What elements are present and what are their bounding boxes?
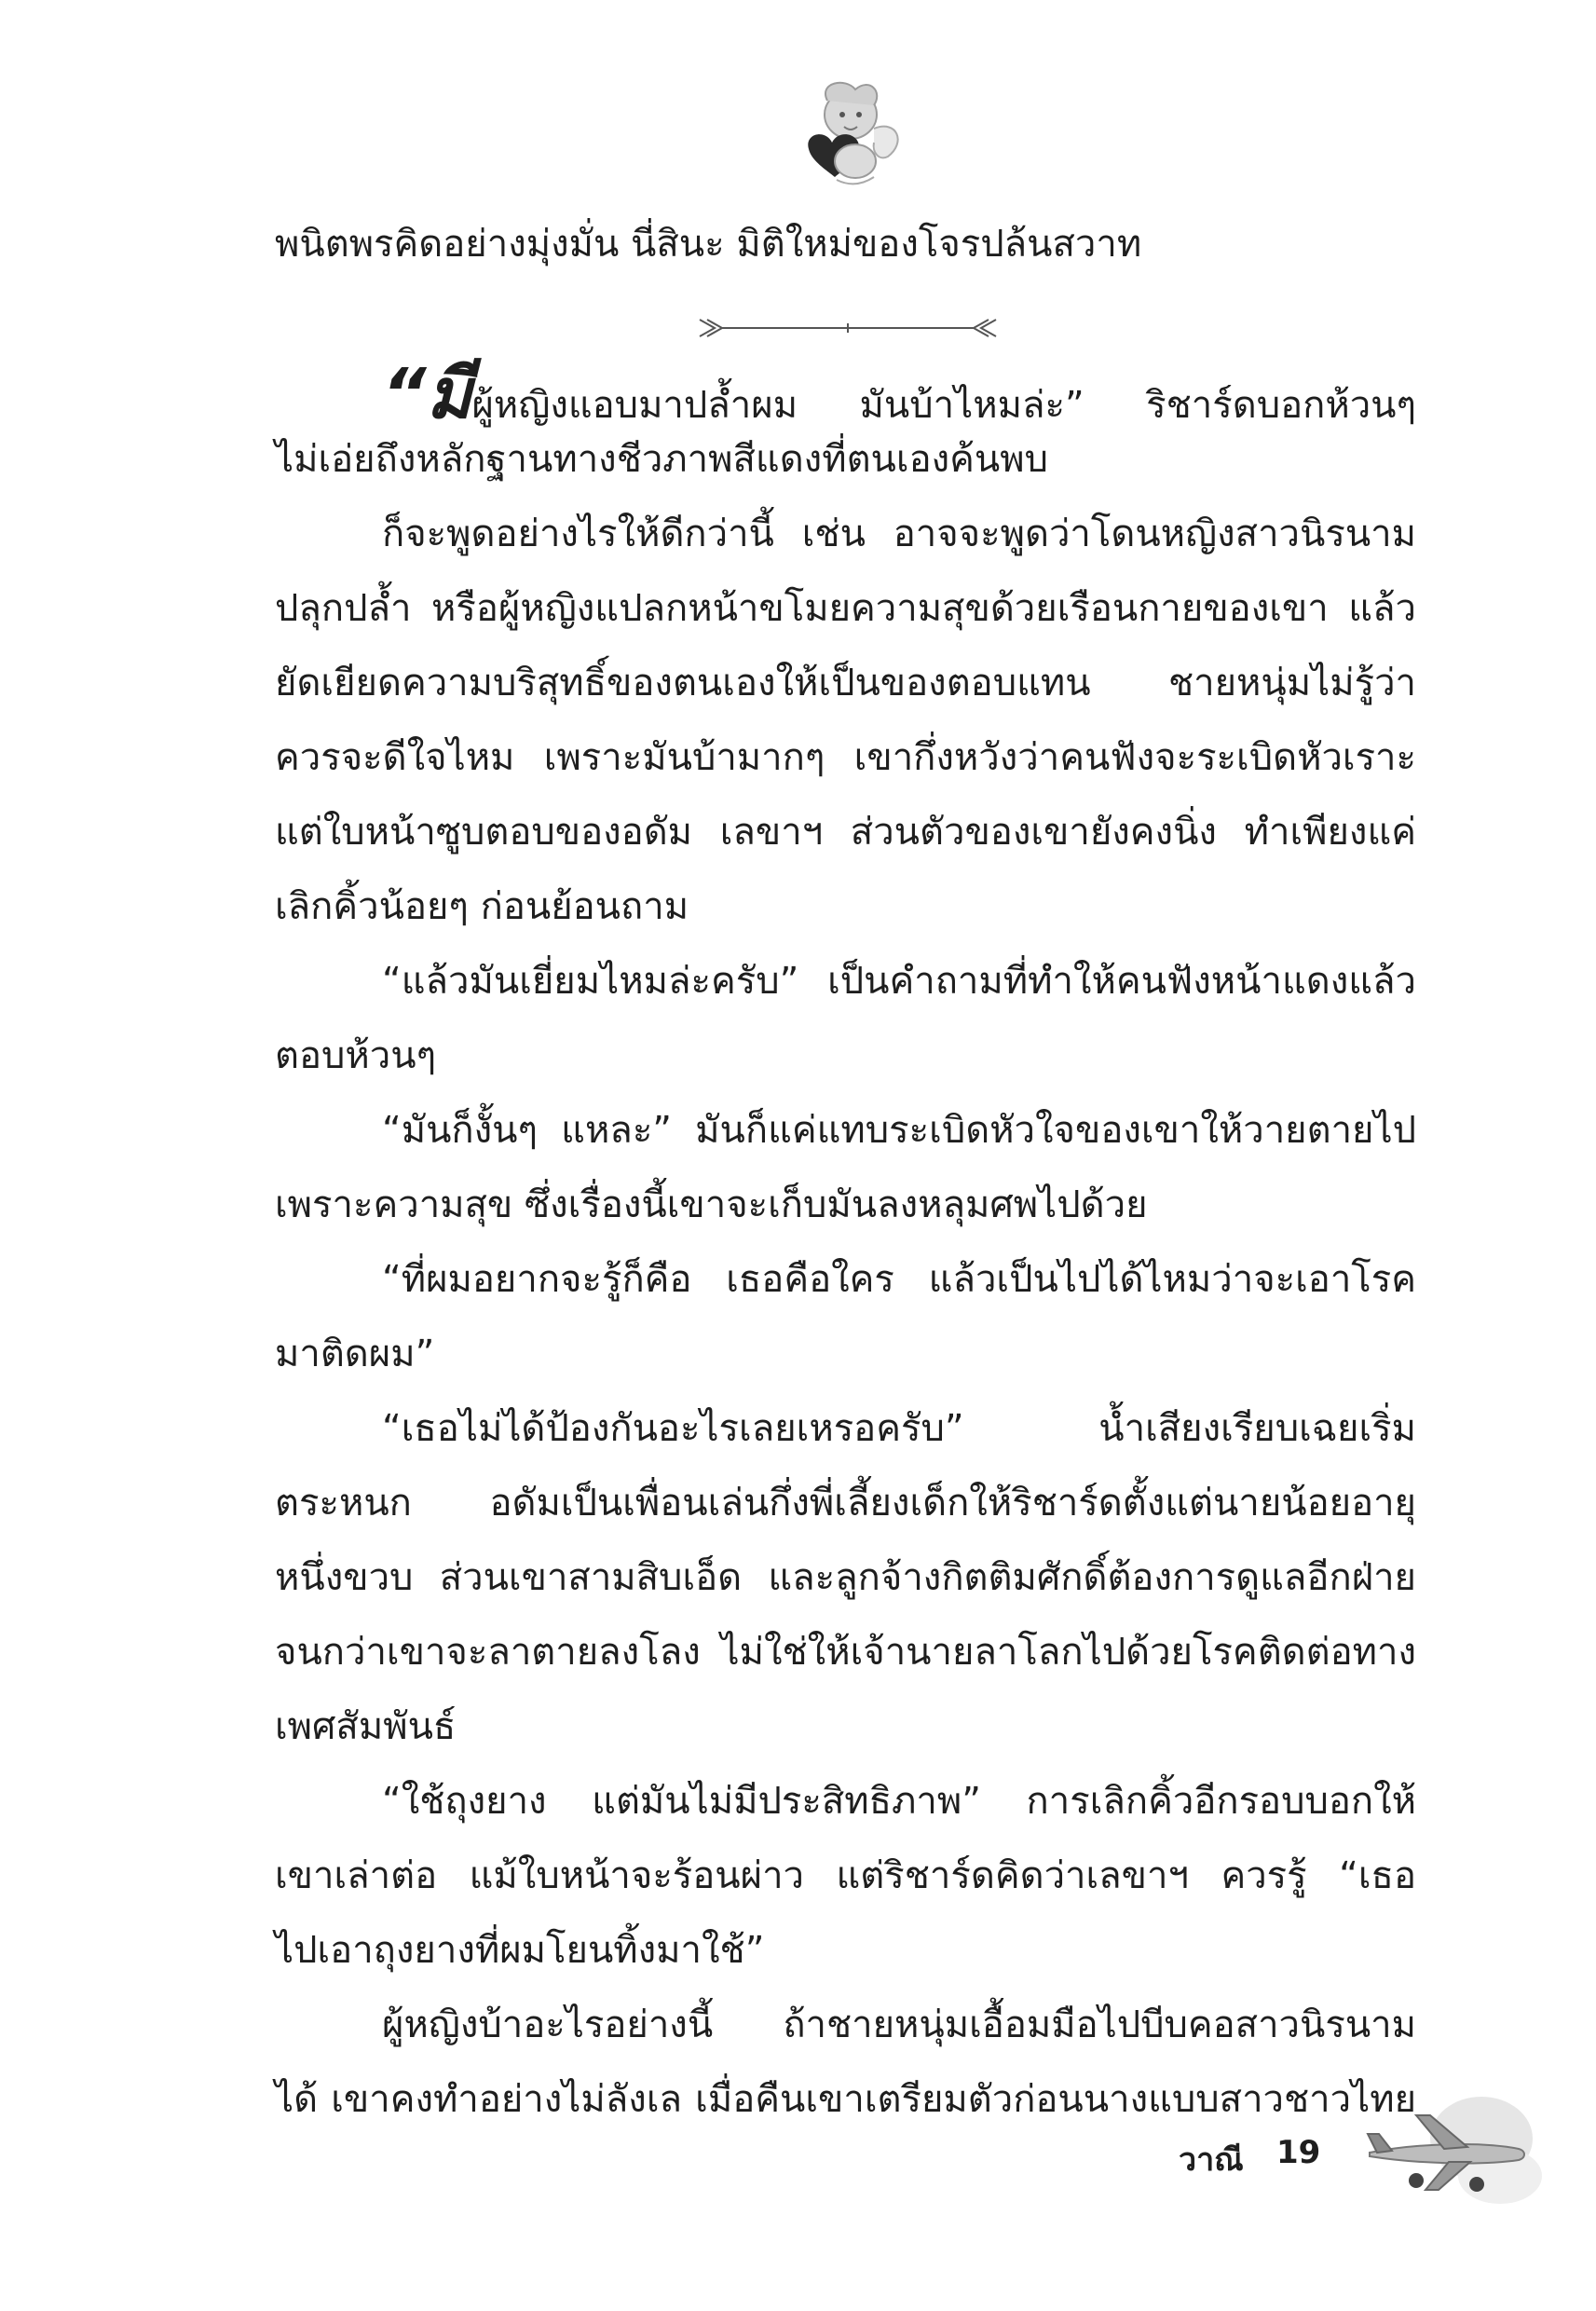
text-line: ไปเอาถุงยางที่ผมโยนทิ้งมาใช้” — [275, 1929, 765, 1972]
text-line: “แล้วมันเยี่ยมไหมล่ะครับ” เป็นคำถามที่ทำให้คนฟังหน้าแดงแล้ว — [382, 960, 1416, 1003]
opening-line — [275, 354, 1416, 434]
text-line: ตอบห้วนๆ — [275, 1034, 437, 1077]
text-line: ผู้หญิงบ้าอะไรอย่างนี้ ถ้าชายหนุ่มเอื้อมมือไปบีบคอสาวนิรนาม — [382, 2003, 1416, 2046]
page-number: 19 — [1276, 2134, 1321, 2171]
text-line: เลิกคิ้วน้อยๆ ก่อนย้อนถาม — [275, 885, 689, 928]
text-line: ปลุกปล้ำ หรือผู้หญิงแปลกหน้าขโมยความสุขด้วยเรือนกายของเขา แล้ว — [275, 587, 1416, 630]
text-line: “ที่ผมอยากจะรู้ก็คือ เธอคือใคร แล้วเป็นไปได้ไหมว่าจะเอาโรค — [382, 1258, 1416, 1301]
text-line: แต่ใบหน้าซูบตอบของอดัม เลขาฯ ส่วนตัวของเขายังคงนิ่ง ทำเพียงแค่ — [275, 811, 1416, 854]
text-line: “มันก็งั้นๆ แหละ” มันก็แค่แทบระเบิดหัวใจของเขาให้วายตายไป — [382, 1109, 1416, 1152]
footer-book-title: วาณี — [1179, 2141, 1244, 2179]
text-line: มาติดผม” — [275, 1333, 435, 1375]
text-line: เพราะความสุข ซึ่งเรื่องนี้เขาจะเก็บมันลงหลุมศพไปด้วย — [275, 1183, 1148, 1226]
text-line: “ใช้ถุงยาง แต่มันไม่มีประสิทธิภาพ” การเลิกคิ้วอีกรอบบอกให้ — [382, 1780, 1416, 1823]
text-line: ยัดเยียดความบริสุทธิ์ของตนเองให้เป็นของตอบแทน ชายหนุ่มไม่รู้ว่า — [275, 662, 1416, 704]
text-line: ตระหนก อดัมเป็นเพื่อนเล่นกึ่งพี่เลี้ยงเด็กให้ริชาร์ดตั้งแต่นายน้อยอายุ — [275, 1482, 1416, 1525]
text-line: พนิตพรคิดอย่างมุ่งมั่น นี่สินะ มิติใหม่ของโจรปล้นสวาท — [275, 223, 1142, 266]
cherub-heart-icon — [781, 73, 911, 194]
text-line: เพศสัมพันธ์ — [275, 1705, 457, 1748]
text-line: จนกว่าเขาจะลาตายลงโลง ไม่ใช่ให้เจ้านายลาโลกไปด้วยโรคติดต่อทาง — [275, 1631, 1416, 1674]
drop-cap: “มี — [382, 354, 472, 434]
text-line: “เธอไม่ได้ป้องกันอะไรเลยเหรอครับ” น้ำเสียงเรียบเฉยเริ่ม — [382, 1407, 1416, 1450]
text-line: ควรจะดีใจไหม เพราะมันบ้ามากๆ เขากึ่งหวังว่าคนฟังจะระเบิดหัวเราะ — [275, 736, 1416, 779]
text-line: ไม่เอ่ยถึงหลักฐานทางชีวภาพสีแดงที่ตนเองค้นพบ — [275, 438, 1048, 481]
text-line: ได้ เขาคงทำอย่างไม่ลังเล เมื่อคืนเขาเตรียมตัวก่อนนางแบบสาวชาวไทย — [275, 2078, 1416, 2121]
text-line: ก็จะพูดอย่างไรให้ดีกว่านี้ เช่น อาจจะพูดว่าโดนหญิงสาวนิรนาม — [382, 513, 1416, 555]
text-line: เขาเล่าต่อ แม้ใบหน้าจะร้อนผ่าว แต่ริชาร์ดคิดว่าเลขาฯ ควรรู้ “เธอ — [275, 1854, 1416, 1897]
airplane-icon — [1360, 2087, 1547, 2218]
text-line: หนึ่งขวบ ส่วนเขาสามสิบเอ็ด และลูกจ้างกิตติมศักดิ์ต้องการดูแลอีกฝ่าย — [275, 1556, 1416, 1599]
opening-line-text: ผู้หญิงแอบมาปล้ำผม มันบ้าไหมล่ะ” ริชาร์ดบอกห้วนๆ — [471, 384, 1416, 427]
ornament-divider-icon — [694, 312, 1002, 344]
